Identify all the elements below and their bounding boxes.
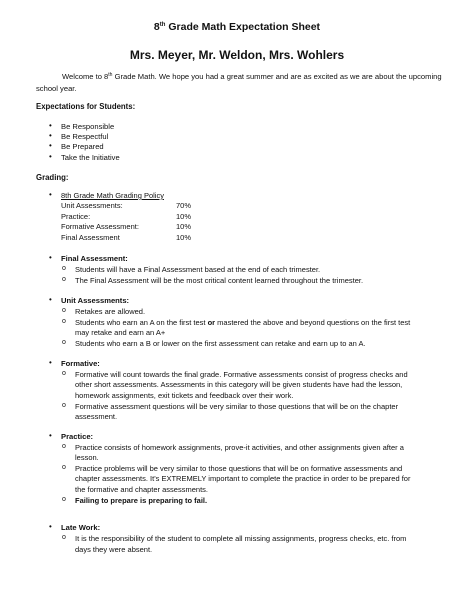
list-item: Practice consists of homework assignments, prove-it activities, and other assignments given after a: [75, 443, 404, 452]
bullet-icon: •: [49, 131, 52, 140]
list-item-continued: the formative and chapter assessments.: [75, 485, 208, 494]
list-item: Formative assessment questions will be very similar to those questions that will be on the chapter: [75, 402, 399, 411]
sub-bullet-icon: o: [62, 534, 66, 541]
expectations-heading: Expectations for Students:: [36, 102, 136, 111]
list-item: Students who earn a B or lower on the first assessment can retake and earn up to an A.: [75, 339, 366, 348]
grading-policy: [61, 191, 191, 243]
welcome-paragraph: Welcome to 8th Grade Math. We hope you had a great summer and are as excited as we are about the upcoming school year.: [36, 72, 442, 93]
list-item: Be Prepared: [61, 142, 104, 151]
list-item: Be Respectful: [61, 132, 109, 141]
sub-bullet-icon: o: [62, 443, 66, 450]
grading-heading: Grading:: [36, 173, 69, 182]
grading-row: Unit Assessments: 70%: [61, 201, 191, 211]
bullet-icon: •: [49, 141, 52, 150]
sub-bullet-icon: o: [62, 276, 66, 283]
sub-bullet-icon: o: [62, 370, 66, 377]
list-item: Be Responsible: [61, 122, 115, 131]
sub-bullet-icon: o: [62, 339, 66, 346]
grading-row: Practice: 10%: [61, 211, 191, 221]
list-item: Students will have a Final Assessment based at the end of each trimester.: [75, 265, 321, 274]
list-item: Retakes are allowed.: [75, 307, 146, 316]
practice-heading: Practice:: [61, 432, 94, 441]
bullet-icon: •: [49, 522, 52, 531]
list-item: Practice problems will be very similar to those questions that will be on formative assessments and: [75, 464, 403, 473]
bullet-icon: •: [49, 358, 52, 367]
final-assessment-heading: Final Assessment:: [61, 254, 128, 263]
late-work-heading: Late Work:: [61, 523, 101, 532]
bullet-icon: •: [49, 121, 52, 130]
grading-policy-title: 8th Grade Math Grading Policy: [61, 191, 164, 200]
bullet-icon: •: [49, 253, 52, 262]
bullet-icon: •: [49, 431, 52, 440]
teacher-names: Mrs. Meyer, Mr. Weldon, Mrs. Wohlers: [129, 48, 345, 62]
sub-bullet-icon: o: [62, 265, 66, 272]
unit-assessments-heading: Unit Assessments:: [61, 296, 130, 305]
formative-heading: Formative:: [61, 359, 100, 368]
list-item-continued: assessment.: [75, 412, 118, 421]
list-item: Failing to prepare is preparing to fail.: [75, 496, 208, 505]
list-item-continued: lesson.: [75, 453, 99, 462]
grading-row: Formative Assessment: 10%: [61, 222, 191, 232]
list-item: Formative will count towards the final grade. Formative assessments consist of progress checks and: [75, 370, 408, 379]
sub-bullet-icon: o: [62, 464, 66, 471]
list-item: It is the responsibility of the student to complete all missing assignments, progress checks, etc. from: [75, 534, 407, 543]
document-title: 8th Grade Math Expectation Sheet: [153, 21, 321, 33]
list-item-continued: may retake and earn an A+: [75, 328, 166, 337]
list-item-continued: other short assessments. Assessments in this category will be given students have had the lesson,: [75, 380, 403, 389]
list-item: Students who earn an A on the first test or mastered the above and beyond questions on the first test: [75, 318, 411, 327]
list-item: Take the Initiative: [61, 153, 120, 162]
list-item-continued: chapter assessments. It's EXTREMELY important to complete the practice in order to be prepared for: [75, 474, 411, 483]
bullet-icon: •: [49, 295, 52, 304]
list-item: The Final Assessment will be the most critical content learned throughout the trimester.: [75, 276, 364, 285]
sub-bullet-icon: o: [62, 318, 66, 325]
bullet-icon: •: [49, 152, 52, 161]
list-item-continued: homework assignments, exit tickets and feedback over their work.: [75, 391, 294, 400]
list-item-continued: days they were absent.: [75, 545, 153, 554]
sub-bullet-icon: o: [62, 496, 66, 503]
bullet-icon: •: [49, 190, 52, 199]
grading-row: Final Assessment 10%: [61, 232, 191, 242]
sub-bullet-icon: o: [62, 307, 66, 314]
sub-bullet-icon: o: [62, 402, 66, 409]
